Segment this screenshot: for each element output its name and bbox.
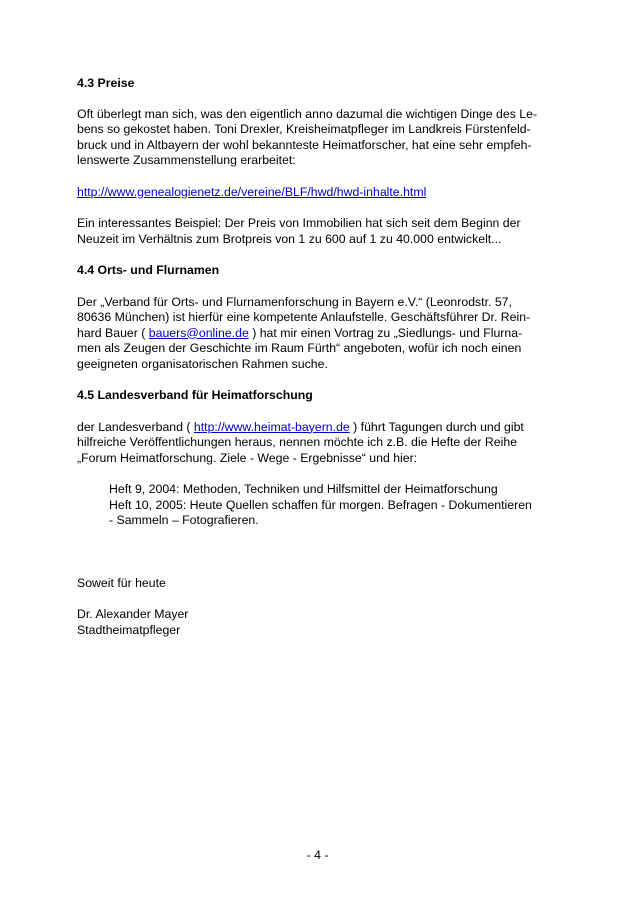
text-line: 80636 München) ist hierfür eine kompetente Anlaufstelle. Geschäftsführer Dr. Rein- [77, 310, 531, 324]
heft-10-entry: Heft 10, 2005: Heute Quellen schaffen für morgen. Befragen - Dokumentieren [109, 497, 532, 512]
section-heading-flurnamen: 4.4 Orts- und Flurnamen [77, 263, 220, 277]
landesverband-paragraph [77, 420, 557, 467]
author-name: Dr. Alexander Mayer [77, 607, 189, 621]
heft-list [77, 482, 557, 529]
heft-9-entry: Heft 9, 2004: Methoden, Techniken und Hilfsmittel der Heimatforschung [109, 482, 498, 496]
page-number: - 4 - [306, 848, 329, 862]
text-fragment: ) hat mir einen Vortrag zu „Siedlungs- und Flurna- [248, 325, 523, 340]
text-line: Oft überlegt man sich, was den eigentlich anno dazumal die wichtigen Dinge des Le- [77, 106, 538, 121]
page-content [77, 76, 557, 638]
text-line: men als Zeugen der Geschichte im Raum Fürth“ angeboten, wofür ich noch einen [77, 341, 522, 355]
author-title: Stadtheimatpfleger [77, 622, 181, 637]
text-fragment: ) führt Tagungen durch und gibt [349, 419, 524, 434]
section-heading-landesverband: 4.5 Landesverband für Heimatforschung [77, 388, 313, 402]
text-line: hilfreiche Veröffentlichungen heraus, nennen möchte ich z.B. die Hefte der Reihe [77, 435, 518, 449]
closing-greeting: Soweit für heute [77, 575, 166, 590]
flurnamen-paragraph [77, 295, 557, 373]
text-line: lenswerte Zusammenstellung erarbeitet: [77, 153, 296, 167]
heimat-bayern-link[interactable]: http://www.heimat-bayern.de [193, 419, 350, 434]
text-line: Der „Verband für Orts- und Flurnamenforschung in Bayern e.V.“ (Leonrodstr. 57, [77, 294, 512, 309]
signature-block [77, 607, 557, 638]
heft-10-entry-continued: - Sammeln – Fotografieren. [109, 513, 259, 527]
text-line: bens so gekostet haben. Toni Drexler, Kreisheimatpfleger im Landkreis Fürstenfeld- [77, 122, 531, 136]
section-heading-preise: 4.3 Preise [77, 76, 135, 90]
preise-paragraph-2 [77, 216, 557, 247]
text-line: „Forum Heimatforschung. Ziele - Wege - Ergebnisse“ und hier: [77, 450, 418, 465]
genealogienetz-link[interactable]: http://www.genealogienetz.de/vereine/BLF/hwd/hwd-inhalte.html [77, 184, 427, 199]
text-line: geeigneten organisatorischen Rahmen suche. [77, 356, 328, 371]
preise-paragraph-1 [77, 107, 557, 169]
text-line: bruck und in Altbayern der wohl bekannteste Heimatforscher, hat eine sehr empfeh- [77, 137, 532, 152]
email-link[interactable]: bauers@online.de [148, 325, 249, 340]
text-line [77, 326, 557, 342]
text-line: Neuzeit im Verhältnis zum Brotpreis von 1 zu 600 auf 1 zu 40.000 entwickelt... [77, 231, 502, 246]
text-fragment: der Landesverband ( [77, 419, 194, 434]
preise-link-paragraph [77, 185, 557, 201]
text-line: Ein interessantes Beispiel: Der Preis von Immobilien hat sich seit dem Beginn der [77, 216, 521, 230]
text-fragment: hard Bauer ( [77, 325, 149, 340]
text-line [77, 420, 557, 436]
